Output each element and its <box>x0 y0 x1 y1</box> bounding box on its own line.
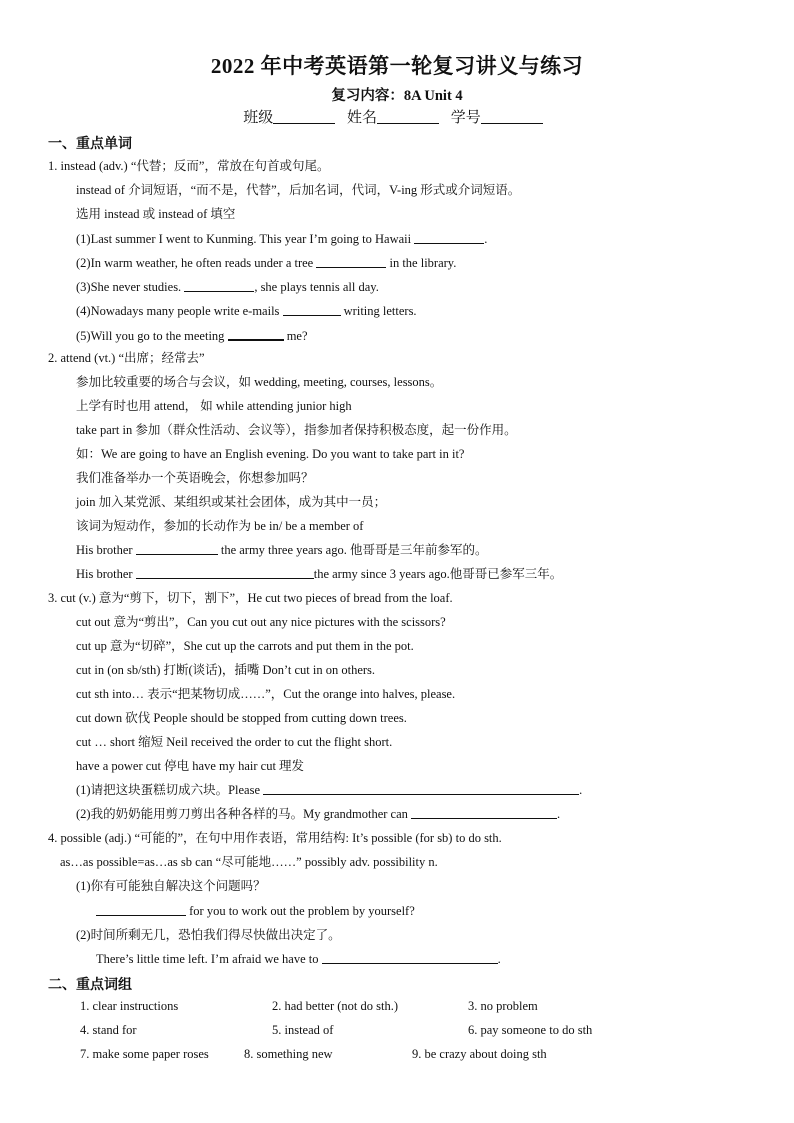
question-text: (1)Last summer I went to Kunming. This year I’m going to Hawaii <box>76 232 412 246</box>
word2-note-f: join 加入某党派、某组织或某社会团体，成为其中一员； <box>76 495 387 509</box>
page-title: 2022 年中考英语第一轮复习讲义与练习 <box>210 54 584 78</box>
phrase-item: 5. instead of <box>272 1023 334 1037</box>
phrase-item: 4. stand for <box>80 1023 137 1037</box>
phrase-item: 6. pay someone to do sth <box>468 1023 593 1037</box>
question-text: (5)Will you go to the meeting <box>76 329 225 343</box>
answer-blank[interactable] <box>136 542 218 555</box>
class-label: 班级 <box>243 110 274 126</box>
number-blank[interactable] <box>481 109 543 124</box>
word2-note-a: 参加比较重要的场合与会议，如 wedding, meeting, courses, lessons。 <box>76 375 443 389</box>
section-heading-phrases: 二、重点词组 <box>48 978 132 993</box>
phrase-item: 7. make some paper roses <box>80 1047 209 1061</box>
word3-note-f: cut … short 缩短 Neil received the order to cut the flight short. <box>76 735 393 749</box>
class-blank[interactable] <box>273 109 335 124</box>
word1-question-5 <box>76 327 308 344</box>
answer-blank[interactable] <box>283 303 341 316</box>
page-subtitle: 复习内容：8A Unit 4 <box>331 88 463 104</box>
word1-note-a: instead of 介词短语，“而不是，代替”，后加名词，代词，V-ing 形式或介词短语。 <box>76 183 521 197</box>
question-text: in the library. <box>389 256 457 270</box>
answer-blank[interactable] <box>96 903 186 916</box>
name-label: 姓名 <box>346 110 377 126</box>
word4-definition: 4. possible (adj.) “可能的”，在句中用作表语，常用结构: It’s possible (for sb) to do sth. <box>48 831 502 845</box>
word1-note-b: 选用 instead 或 instead of 填空 <box>76 207 236 221</box>
word2-note-c: take part in 参加（群众性活动、会议等），指参加者保持积极态度，起一份作用。 <box>76 423 517 437</box>
question-text: (3)She never studies. <box>76 280 182 294</box>
answer-blank[interactable] <box>228 327 284 341</box>
section-heading-words: 一、重点单词 <box>48 137 132 152</box>
number-label: 学号 <box>450 110 481 126</box>
word4-note-a: as…as possible=as…as sb can “尽可能地……” possibly adv. possibility n. <box>60 855 438 869</box>
question-text: His brother <box>76 567 133 581</box>
word4-question-2: (2)时间所剩无几，恐怕我们得尽快做出决定了。 <box>76 928 341 942</box>
word4-question-2-answer: There’s little time left. I’m afraid we have to . <box>96 952 501 966</box>
question-text: (2)In warm weather, he often reads under a tree <box>76 256 314 270</box>
word3-definition: 3. cut (v.) 意为“剪下，切下，割下”，He cut two pieces of bread from the loaf. <box>48 591 453 605</box>
word1-question-4 <box>76 303 417 319</box>
question-text: the army since 3 years ago.他哥哥已参军三年。 <box>313 567 563 581</box>
question-text: for you to work out the problem by yourself? <box>189 904 415 918</box>
answer-blank[interactable] <box>316 255 386 268</box>
word4-question-1-answer <box>96 903 415 919</box>
question-text: me? <box>286 329 308 343</box>
question-text: writing letters. <box>343 304 417 318</box>
student-info-line <box>0 106 794 127</box>
answer-blank[interactable] <box>136 566 314 579</box>
word2-note-g: 该词为短动作，参加的长动作为 be in/ be a member of <box>76 519 364 533</box>
answer-blank[interactable] <box>414 231 484 244</box>
answer-blank[interactable] <box>263 782 579 795</box>
word3-note-e: cut down 砍伐 People should be stopped from cutting down trees. <box>76 711 407 725</box>
word4-question-1: (1)你有可能独自解决这个问题吗？ <box>76 879 266 893</box>
word1-question-3 <box>76 279 379 295</box>
question-text: the army three years ago. 他哥哥是三年前参军的。 <box>220 543 488 557</box>
word2-definition: 2. attend (vt.) “出席；经常去” <box>48 351 205 365</box>
word2-note-d: 如：We are going to have an English evening. Do you want to take part in it? <box>76 447 465 461</box>
phrase-item: 2. had better (not do sth.) <box>272 999 399 1013</box>
answer-blank[interactable] <box>411 806 557 819</box>
word3-note-d: cut sth into… 表示“把某物切成……”，Cut the orange into halves, please. <box>76 687 456 701</box>
word3-question-1: (1)请把这块蛋糕切成六块。Please . <box>76 783 583 797</box>
question-text: (1)请把这块蛋糕切成六块。Please <box>76 783 261 797</box>
word3-note-g: have a power cut 停电 have my hair cut 理发 <box>76 759 305 773</box>
phrase-item: 9. be crazy about doing sth <box>412 1047 547 1061</box>
word1-question-2 <box>76 255 456 271</box>
word2-note-e: 我们准备举办一个英语晚会，你想参加吗？ <box>76 471 314 485</box>
word3-question-2: (2)我的奶奶能用剪刀剪出各种各样的马。My grandmother can . <box>76 807 561 821</box>
phrase-item: 3. no problem <box>468 999 538 1013</box>
word2-question-1 <box>76 542 487 558</box>
question-text: His brother <box>76 543 133 557</box>
answer-blank[interactable] <box>184 279 254 292</box>
word3-note-a: cut out 意为“剪出”，Can you cut out any nice pictures with the scissors? <box>76 615 446 629</box>
word1-definition: 1. instead (adv.) “代替；反而”，常放在句首或句尾。 <box>48 159 330 173</box>
word2-note-b: 上学有时也用 attend， 如 while attending junior high <box>76 399 352 413</box>
word2-question-2 <box>76 566 562 582</box>
name-blank[interactable] <box>377 109 439 124</box>
word3-note-b: cut up 意为“切碎”，She cut up the carrots and put them in the pot. <box>76 639 414 653</box>
question-text: (2)我的奶奶能用剪刀剪出各种各样的马。My grandmother can <box>76 807 408 821</box>
question-text: , she plays tennis all day. <box>254 280 379 294</box>
phrase-item: 1. clear instructions <box>80 999 179 1013</box>
answer-blank[interactable] <box>322 951 498 964</box>
word1-question-1: (1)Last summer I went to Kunming. This year I’m going to Hawaii . <box>76 232 488 246</box>
phrase-item: 8. something new <box>244 1047 333 1061</box>
question-text: (4)Nowadays many people write e-mails <box>76 304 280 318</box>
word3-note-c: cut in (on sb/sth) 打断(谈话)，插嘴 Don’t cut in on others. <box>76 663 376 677</box>
question-text: There’s little time left. I’m afraid we have to <box>96 952 319 966</box>
